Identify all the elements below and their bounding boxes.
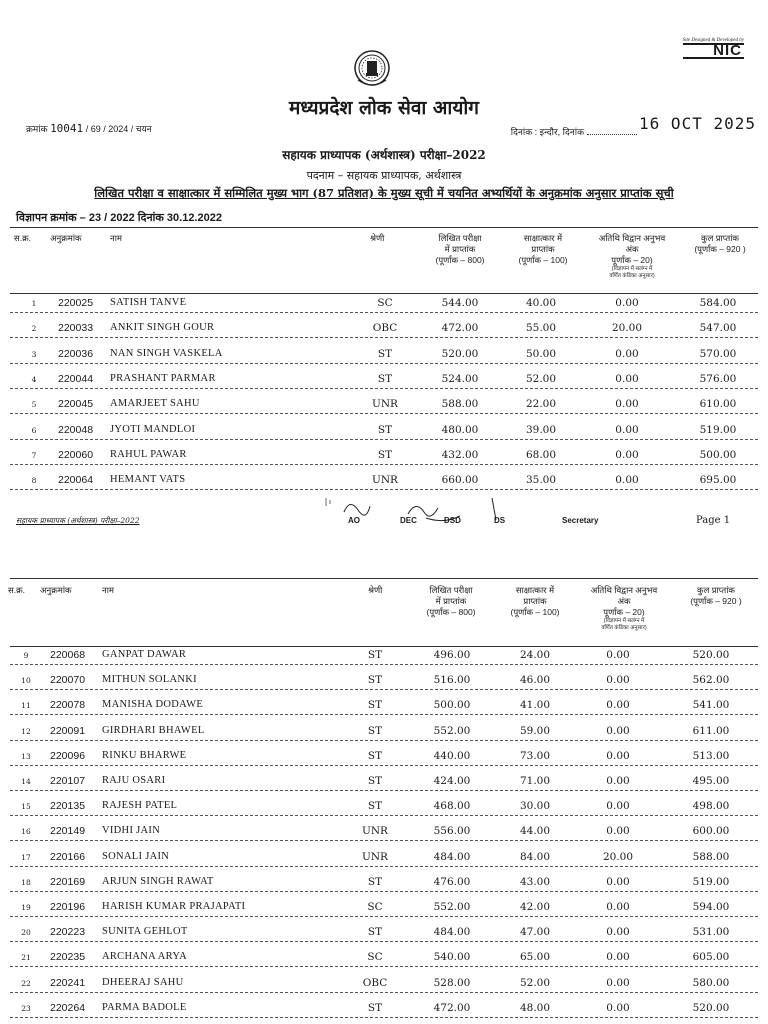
row-candidate-name: PRASHANT PARMAR (110, 372, 216, 384)
row-sno: 6 (31, 425, 37, 435)
row-guest-scholar-marks: 0.00 (606, 1001, 630, 1014)
row-guest-scholar-marks: 0.00 (606, 875, 630, 888)
row-interview-marks: 47.00 (519, 926, 551, 939)
row-sno: 7 (31, 450, 37, 460)
col-written-l2: में प्राप्तांक (444, 244, 476, 254)
row-category: ST (367, 926, 383, 939)
col-total (680, 233, 760, 255)
row-candidate-name: JYOTI MANDLOI (110, 423, 196, 435)
header-top-rule (10, 227, 758, 228)
row-written-marks: 552.00 (433, 724, 471, 737)
nic-tagline: Site Designed & Developed by (682, 38, 744, 43)
row-category: UNR (362, 825, 388, 838)
row-interview-marks: 71.00 (519, 775, 551, 787)
row-roll-number: 220264 (50, 1001, 86, 1014)
row-category: ST (377, 372, 393, 385)
row-roll-number: 220070 (50, 674, 86, 687)
row-category: ST (367, 1001, 383, 1014)
row-divider (10, 866, 758, 867)
row-guest-scholar-marks: 0.00 (615, 347, 639, 360)
row-written-marks: 520.00 (441, 347, 479, 360)
row-written-marks: 496.00 (433, 649, 471, 661)
row-category: ST (367, 699, 383, 712)
row-written-marks: 484.00 (433, 850, 471, 863)
row-interview-marks: 59.00 (519, 724, 551, 737)
row-total-marks: 519.00 (699, 423, 737, 436)
row-candidate-name: VIDHI JAIN (102, 825, 161, 837)
col-interview-l2: प्राप्तांक (531, 244, 555, 254)
row-interview-marks: 22.00 (525, 398, 557, 411)
col-extra-l2: अंक (625, 244, 639, 254)
row-written-marks: 528.00 (433, 976, 471, 989)
row-interview-marks: 46.00 (519, 674, 551, 687)
row-written-marks: 556.00 (433, 825, 471, 838)
col-written-l3: (पूर्णांक – 800) (435, 255, 485, 265)
row-written-marks: 476.00 (433, 875, 471, 888)
row-divider (10, 664, 758, 665)
row-category: UNR (362, 850, 388, 863)
nic-logo (683, 38, 744, 59)
row-total-marks: 519.00 (692, 875, 730, 888)
row-candidate-name: AMARJEET SAHU (110, 398, 200, 410)
col-category: श्रेणी (370, 233, 385, 243)
row-written-marks: 432.00 (441, 448, 479, 461)
state-emblem-icon (352, 46, 392, 92)
row-candidate-name: RAHUL PAWAR (110, 448, 187, 460)
col-interview-l3: (पूर्णांक – 100) (518, 255, 568, 265)
row-sno: 20 (21, 928, 31, 938)
col-extra-l3: पूर्णांक – 20) (611, 255, 653, 265)
row-candidate-name: SONALI JAIN (102, 850, 170, 862)
row-category: ST (367, 800, 383, 813)
advertisement-number: विज्ञापन क्रमांक – 23 / 2022 दिनांक 30.12.2022 (16, 212, 222, 224)
col-written (415, 233, 505, 266)
row-category: ST (367, 875, 383, 888)
row-total-marks: 584.00 (699, 297, 737, 309)
row-divider (10, 941, 758, 942)
row-roll-number: 220223 (50, 926, 86, 939)
row-guest-scholar-marks: 0.00 (615, 474, 639, 487)
list-title: लिखित परीक्षा व साक्षात्कार में सम्मिलित मुख्य भाग (87 प्रतिशत) के मुख्य सूची में चयनित अभ्यर्थियों के अनुक्रमांक अनुसार प्राप्तांक सूची (94, 186, 674, 200)
row-category: OBC (362, 976, 388, 989)
col-sno: स.क्र. (14, 233, 31, 243)
row-total-marks: 562.00 (692, 674, 730, 687)
row-guest-scholar-marks: 0.00 (606, 926, 630, 939)
p2-col-extra-note2: वर्णित कंडिका अनुसार) (601, 625, 647, 631)
row-roll-number: 220149 (50, 825, 86, 838)
row-written-marks: 472.00 (433, 1001, 471, 1014)
row-total-marks: 600.00 (692, 825, 730, 838)
p2-col-interview-l2: प्राप्तांक (523, 596, 547, 606)
row-roll-number: 220033 (58, 322, 94, 335)
p2-col-written-l2: में प्राप्तांक (435, 596, 467, 606)
row-divider (10, 312, 758, 313)
row-total-marks: 495.00 (692, 775, 730, 787)
row-category: ST (367, 674, 383, 687)
row-sno: 8 (31, 476, 37, 486)
row-divider (10, 992, 758, 993)
row-roll-number: 220025 (58, 297, 94, 309)
p2-col-total-l1: कुल प्राप्तांक (697, 585, 735, 595)
org-name: मध्यप्रदेश लोक सेवा आयोग (289, 97, 479, 119)
row-divider (10, 388, 758, 389)
row-total-marks: 594.00 (692, 901, 730, 913)
row-candidate-name: GANPAT DAWAR (102, 649, 187, 660)
row-written-marks: 472.00 (441, 322, 479, 335)
col-extra-note2: वर्णित कंडिका अनुसार) (609, 273, 655, 279)
date-label: दिनांक : इन्दौर, दिनांक (510, 127, 584, 137)
row-guest-scholar-marks: 20.00 (611, 322, 643, 335)
col-extra (582, 233, 682, 280)
row-total-marks: 580.00 (692, 976, 730, 989)
p2-col-extra-l2: अंक (617, 596, 631, 606)
row-written-marks: 480.00 (441, 423, 479, 436)
col-interview-l1: साक्षात्कार में (523, 233, 563, 243)
row-interview-marks: 48.00 (519, 1001, 551, 1014)
ref-handwritten-number: 10041 (50, 122, 84, 135)
row-written-marks: 660.00 (441, 474, 479, 487)
row-total-marks: 605.00 (692, 951, 730, 964)
row-interview-marks: 50.00 (525, 347, 557, 360)
row-written-marks: 552.00 (433, 901, 471, 913)
row-guest-scholar-marks: 0.00 (615, 423, 639, 436)
row-guest-scholar-marks: 0.00 (606, 951, 630, 964)
row-interview-marks: 43.00 (519, 875, 551, 888)
col-extra-l1: अतिथि विद्वान अनुभव (598, 233, 666, 243)
ref-suffix: / 69 / 2024 / चयन (85, 124, 152, 134)
p2-col-extra-l1: अतिथि विद्वान अनुभव (590, 585, 658, 595)
row-written-marks: 588.00 (441, 398, 479, 411)
row-interview-marks: 30.00 (519, 800, 551, 813)
row-sno: 23 (21, 1003, 31, 1013)
col-interview (498, 233, 588, 266)
page-number: Page 1 (696, 515, 731, 526)
p2-col-written-l1: लिखित परीक्षा (429, 585, 473, 595)
row-divider (10, 916, 758, 917)
row-guest-scholar-marks: 0.00 (606, 976, 630, 989)
row-guest-scholar-marks: 0.00 (606, 749, 630, 762)
sig-ao: AO (348, 516, 360, 525)
row-written-marks: 440.00 (433, 749, 471, 762)
row-guest-scholar-marks: 0.00 (606, 901, 630, 913)
row-divider (10, 891, 758, 892)
row-divider (10, 464, 758, 465)
row-divider (10, 740, 758, 741)
row-category: SC (367, 951, 383, 964)
row-total-marks: 611.00 (692, 724, 730, 737)
p2-col-roll: अनुक्रमांक (40, 585, 72, 595)
row-roll-number: 220107 (50, 775, 86, 787)
row-roll-number: 220235 (50, 951, 86, 964)
sig-dec: DEC (400, 516, 417, 525)
sig-ds: DS (494, 516, 506, 525)
row-category: UNR (372, 398, 398, 411)
p2-col-interview (490, 585, 580, 618)
row-total-marks: 520.00 (692, 1001, 730, 1014)
row-candidate-name: RAJU OSARI (102, 775, 166, 786)
row-interview-marks: 39.00 (525, 423, 557, 436)
row-total-marks: 547.00 (699, 322, 737, 335)
row-interview-marks: 65.00 (519, 951, 551, 964)
row-roll-number: 220044 (58, 372, 94, 385)
p2-col-extra-note1: (विज्ञापन में सलंग्न में (603, 618, 645, 624)
footer-exam-text: सहायक प्राध्यापक (अर्थशास्त्र) परीक्षा–2022 (16, 516, 140, 525)
row-divider (10, 413, 758, 414)
row-candidate-name: MITHUN SOLANKI (102, 674, 197, 686)
footer-exam (16, 516, 140, 526)
row-sno: 16 (21, 827, 31, 837)
row-total-marks: 531.00 (692, 926, 730, 939)
p2-col-total-l2: (पूर्णांक – 920 ) (690, 596, 742, 606)
row-interview-marks: 24.00 (519, 649, 551, 661)
row-candidate-name: HARISH KUMAR PRAJAPATI (102, 901, 246, 912)
row-candidate-name: HEMANT VATS (110, 474, 186, 486)
row-divider (10, 790, 758, 791)
post-title: पदनाम – सहायक प्राध्यापक, अर्थशास्त्र (306, 169, 462, 182)
row-interview-marks: 35.00 (525, 474, 557, 487)
row-interview-marks: 41.00 (519, 699, 551, 712)
p2-col-interview-l1: साक्षात्कार में (515, 585, 555, 595)
row-sno: 11 (21, 701, 31, 711)
row-roll-number: 220036 (58, 347, 94, 360)
col-total-l1: कुल प्राप्तांक (701, 233, 739, 243)
date-stamp: 16 OCT 2025 (639, 114, 756, 133)
row-roll-number: 220060 (58, 448, 94, 461)
row-sno: 5 (31, 400, 37, 410)
row-interview-marks: 52.00 (519, 976, 551, 989)
row-written-marks: 484.00 (433, 926, 471, 939)
row-candidate-name: ANKIT SINGH GOUR (110, 322, 215, 334)
row-divider (10, 815, 758, 816)
row-guest-scholar-marks: 0.00 (615, 297, 639, 309)
row-roll-number: 220096 (50, 749, 86, 762)
row-total-marks: 520.00 (692, 649, 730, 661)
row-category: OBC (372, 322, 398, 335)
row-candidate-name: SATISH TANVE (110, 297, 187, 308)
row-roll-number: 220241 (50, 976, 86, 989)
row-category: SC (367, 901, 383, 913)
row-sno: 22 (21, 978, 31, 988)
ref-prefix: क्रमांक (26, 124, 48, 134)
row-category: ST (367, 724, 383, 737)
row-written-marks: 524.00 (441, 372, 479, 385)
p2-col-name: नाम (102, 585, 115, 595)
row-guest-scholar-marks: 0.00 (606, 825, 630, 838)
row-divider (10, 363, 758, 364)
row-roll-number: 220091 (50, 724, 86, 737)
row-divider (10, 765, 758, 766)
row-divider (10, 714, 758, 715)
row-guest-scholar-marks: 0.00 (606, 775, 630, 787)
row-candidate-name: ARCHANA ARYA (102, 951, 187, 963)
row-category: ST (367, 749, 383, 762)
col-total-l2: (पूर्णांक – 920 ) (694, 244, 746, 254)
row-candidate-name: ARJUN SINGH RAWAT (102, 875, 214, 887)
row-divider (10, 337, 758, 338)
row-candidate-name: PARMA BADOLE (102, 1001, 187, 1013)
row-category: ST (367, 775, 383, 787)
row-divider (10, 966, 758, 967)
row-guest-scholar-marks: 0.00 (615, 372, 639, 385)
row-sno: 2 (31, 324, 37, 334)
row-candidate-name: RAJESH PATEL (102, 800, 178, 812)
row-total-marks: 588.00 (692, 850, 730, 863)
p2-col-written (406, 585, 496, 618)
row-category: ST (377, 423, 393, 436)
date-line (510, 114, 756, 139)
row-total-marks: 500.00 (699, 448, 737, 461)
reference-number (26, 122, 152, 135)
sig-secretary: Secretary (562, 516, 599, 525)
row-roll-number: 220135 (50, 800, 86, 813)
row-roll-number: 220064 (58, 474, 94, 487)
p2-col-written-l3: (पूर्णांक – 800) (426, 607, 476, 617)
row-sno: 1 (31, 299, 37, 308)
row-sno: 3 (31, 349, 37, 359)
row-interview-marks: 42.00 (519, 901, 551, 913)
row-candidate-name: MANISHA DODAWE (102, 699, 204, 711)
row-sno: 4 (31, 374, 37, 384)
row-written-marks: 516.00 (433, 674, 471, 687)
row-divider (10, 489, 758, 490)
row-guest-scholar-marks: 0.00 (615, 398, 639, 411)
row-guest-scholar-marks: 0.00 (606, 800, 630, 813)
header-bottom-rule (10, 293, 758, 294)
nic-logo-text: NIC (683, 43, 744, 59)
row-interview-marks: 40.00 (525, 297, 557, 309)
col-roll: अनुक्रमांक (50, 233, 82, 243)
row-total-marks: 610.00 (699, 398, 737, 411)
row-sno: 17 (21, 852, 31, 862)
row-total-marks: 498.00 (692, 800, 730, 813)
row-roll-number: 220169 (50, 875, 86, 888)
row-roll-number: 220048 (58, 423, 94, 436)
row-roll-number: 220078 (50, 699, 86, 712)
row-candidate-name: NAN SINGH VASKELA (110, 347, 223, 359)
row-written-marks: 540.00 (433, 951, 471, 964)
exam-title: सहायक प्राध्यापक (अर्थशास्त्र) परीक्षा–2022 (282, 148, 486, 162)
row-sno: 13 (21, 751, 31, 761)
col-name: नाम (110, 233, 123, 243)
row-written-marks: 500.00 (433, 699, 471, 712)
row-guest-scholar-marks: 0.00 (606, 699, 630, 712)
row-guest-scholar-marks: 20.00 (602, 850, 634, 863)
row-sno: 21 (21, 953, 31, 963)
p2-col-extra-l3: पूर्णांक – 20) (603, 607, 645, 617)
row-total-marks: 695.00 (699, 474, 737, 487)
sig-dsd: DSD (444, 516, 461, 525)
page2-top-rule (10, 578, 758, 579)
row-interview-marks: 84.00 (519, 850, 551, 863)
row-total-marks: 541.00 (692, 699, 730, 712)
row-candidate-name: RINKU BHARWE (102, 749, 187, 761)
row-sno: 19 (21, 903, 31, 912)
row-divider (10, 439, 758, 440)
row-candidate-name: GIRDHARI BHAWEL (102, 724, 205, 736)
row-roll-number: 220166 (50, 850, 86, 863)
row-divider (10, 840, 758, 841)
row-divider (10, 689, 758, 690)
row-category: ST (377, 347, 393, 360)
row-candidate-name: DHEERAJ SAHU (102, 976, 184, 988)
row-interview-marks: 52.00 (525, 372, 557, 385)
row-written-marks: 544.00 (441, 297, 479, 309)
row-sno: 14 (21, 777, 31, 786)
row-interview-marks: 55.00 (525, 322, 557, 335)
p2-col-sno: स.क्र. (8, 585, 25, 595)
row-roll-number: 220196 (50, 901, 86, 913)
row-total-marks: 570.00 (699, 347, 737, 360)
row-guest-scholar-marks: 0.00 (615, 448, 639, 461)
row-category: UNR (372, 474, 398, 487)
row-sno: 12 (21, 726, 31, 736)
row-written-marks: 424.00 (433, 775, 471, 787)
p2-col-total (674, 585, 758, 607)
col-written-l1: लिखित परीक्षा (438, 233, 482, 243)
row-category: ST (367, 649, 383, 661)
p2-col-extra (574, 585, 674, 632)
row-candidate-name: SUNITA GEHLOT (102, 926, 188, 938)
row-sno: 9 (23, 651, 29, 660)
row-divider (10, 1017, 758, 1018)
row-sno: 15 (21, 802, 31, 812)
row-category: SC (377, 297, 393, 309)
row-guest-scholar-marks: 0.00 (606, 674, 630, 687)
row-written-marks: 468.00 (433, 800, 471, 813)
date-dots (587, 134, 637, 135)
row-roll-number: 220045 (58, 398, 94, 411)
row-category: ST (377, 448, 393, 461)
row-interview-marks: 44.00 (519, 825, 551, 838)
row-interview-marks: 68.00 (525, 448, 557, 461)
p2-col-interview-l3: (पूर्णांक – 100) (510, 607, 560, 617)
col-extra-note1: (विज्ञापन में सलंग्न में (611, 266, 653, 272)
row-sno: 18 (21, 877, 31, 887)
row-roll-number: 220068 (50, 649, 86, 661)
row-total-marks: 576.00 (699, 372, 737, 385)
page2-header-bottom-rule (10, 646, 758, 647)
row-interview-marks: 73.00 (519, 749, 551, 762)
row-guest-scholar-marks: 0.00 (606, 724, 630, 737)
row-sno: 10 (21, 676, 31, 686)
row-total-marks: 513.00 (692, 749, 730, 762)
p2-col-category: श्रेणी (368, 585, 383, 595)
row-guest-scholar-marks: 0.00 (606, 649, 630, 661)
